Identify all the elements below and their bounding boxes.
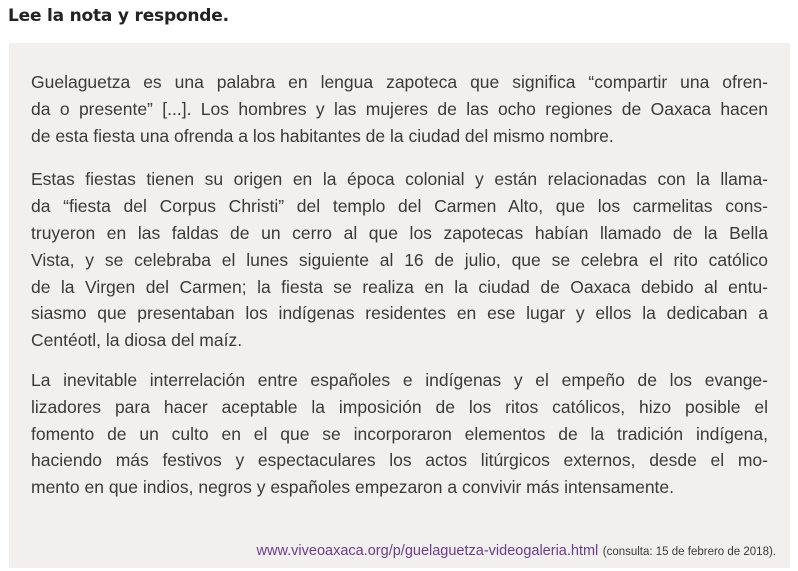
- text-line: mento en que indios, negros y españoles empezaron a convivir más intensamente.: [31, 477, 675, 498]
- text-line: siasmo que presentaban los indígenas residentes en ese lugar y ellos la dedicaban a: [31, 303, 768, 324]
- note-box: [9, 43, 790, 568]
- text-line: truyeron en las faldas de un cerro al que los zapotecas habían llamado de la Bella: [31, 222, 768, 243]
- note-paragraph-1: [31, 69, 768, 149]
- source-consulted-date: (consulta: 15 de febrero de 2018).: [602, 546, 776, 558]
- note-paragraph-2: [31, 166, 768, 354]
- text-line: Estas fiestas tienen su origen en la época colonial y están relacionadas con la llama-: [31, 169, 768, 190]
- text-line: de esta fiesta una ofrenda a los habitantes de la ciudad del mismo nombre.: [31, 125, 614, 146]
- text-line: da “fiesta del Corpus Christi” del templo del Carmen Alto, que los carmelitas cons-: [31, 196, 768, 217]
- text-line: fomento de un culto en el que se incorporaron elementos de la tradición indígena,: [31, 423, 768, 444]
- text-line: de la Virgen del Carmen; la fiesta se realiza en la ciudad de Oaxaca debido al entu-: [31, 276, 768, 297]
- text-line: Centéotl, la diosa del maíz.: [31, 330, 243, 351]
- text-line: lizadores para hacer aceptable la imposición de los ritos católicos, hizo posible el: [31, 396, 768, 417]
- note-paragraph-3: [31, 367, 768, 501]
- text-line: Vista, y se celebraba el lunes siguiente al 16 de julio, que se celebra el rito católico: [31, 249, 768, 270]
- text-line: da o presente” [...]. Los hombres y las mujeres de las ocho regiones de Oaxaca hacen: [31, 98, 768, 119]
- text-line: haciendo más festivos y espectaculares los actos litúrgicos externos, desde el mo-: [31, 450, 768, 471]
- instruction-heading: Lee la nota y responde.: [8, 6, 229, 26]
- text-line: Guelaguetza es una palabra en lengua zapoteca que significa “compartir una ofren-: [31, 72, 768, 92]
- text-line: La inevitable interrelación entre españoles e indígenas y el empeño de los evange-: [31, 369, 768, 390]
- source-citation: [257, 542, 776, 560]
- source-link[interactable]: www.viveoaxaca.org/p/guelaguetza-videogaleria.html: [256, 543, 599, 559]
